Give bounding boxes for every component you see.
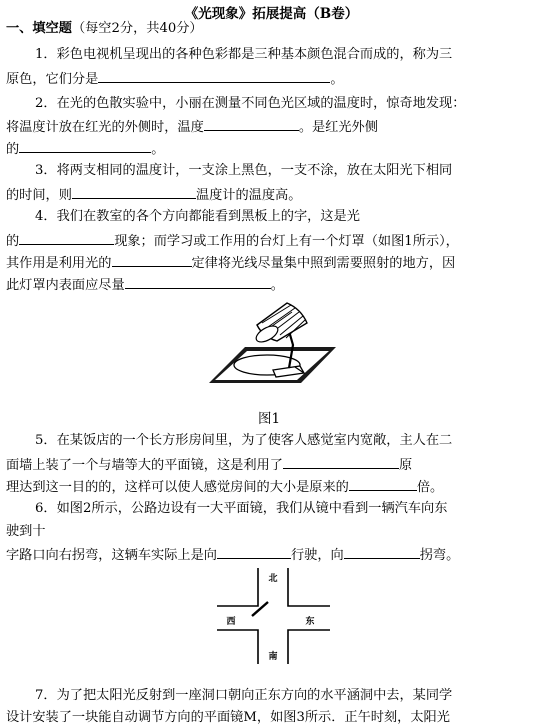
q7-line2: 设计安装了一块能自动调节方向的平面镜M，如图3所示．正午时刻，太阳光 (6, 710, 450, 725)
q4-answer-blank-2[interactable] (112, 254, 192, 267)
q2-line2-post: 。是红光外侧 (298, 120, 378, 135)
q2-line3-post: 。 (151, 142, 165, 157)
q6-line1: 6．如图2所示，公路边设有一大平面镜，我们从镜中看到一辆汽车向东 (35, 501, 448, 516)
q2-line2 (6, 118, 378, 136)
q6-line2: 驶到十 (6, 524, 46, 539)
q5-answer-blank-1[interactable] (283, 456, 399, 469)
north-label: 北 (268, 574, 278, 584)
q5-line3-pre: 理达到这一目的的，这样可以使人感觉房间的大小是原来的 (6, 480, 349, 495)
q2-line3-pre: 的 (6, 142, 20, 157)
q5-line2-post: 原 (398, 458, 413, 473)
figure-1-caption: 图1 (258, 411, 281, 427)
q4-answer-blank-1[interactable] (19, 232, 114, 245)
west-label: 西 (226, 617, 236, 627)
q4-line1: 4．我们在教室的各个方向都能看到黑板上的字，这是光 (35, 209, 360, 224)
q3-line2 (6, 186, 301, 204)
q2-line3 (6, 140, 164, 158)
q6-line3 (6, 546, 459, 564)
q3-line2-post: 温度计的温度高。 (195, 188, 302, 203)
q4-line2 (6, 232, 459, 250)
q5-line1: 5．在某饭店的一个长方形房间里，为了使客人感觉室内宽敞，主人在二 (35, 433, 453, 448)
section-title: 一、填空题 (6, 21, 72, 36)
q4-line2-post: 现象；而学习或工作用的台灯上有一个灯罩（如图1所示）， (114, 234, 459, 249)
q4-answer-blank-3[interactable] (125, 276, 271, 289)
q3-answer-blank[interactable] (72, 186, 196, 199)
q7-line1: 7．为了把太阳光反射到一座洞口朝向正东方向的水平涵洞中去，某同学 (35, 688, 453, 703)
q4-line4-pre: 此灯罩内表面应尽量 (6, 278, 125, 293)
q1-line2 (6, 70, 344, 88)
q6-line3-post: 拐弯。 (419, 548, 460, 563)
q2-answer-blank-1[interactable] (204, 118, 299, 131)
q1-line1: 1．彩色电视机呈现出的各种色彩都是三种基本颜色混合而成的，称为三 (35, 47, 453, 62)
section-heading (6, 21, 203, 37)
page-title: 《光现象》拓展提高（B卷） (184, 6, 359, 22)
q2-line1: 2．在光的色散实验中，小丽在测量不同色光区域的温度时，惊奇地发现： (35, 96, 466, 111)
east-label: 东 (305, 617, 315, 627)
mirror-icon (252, 602, 268, 616)
q1-line2-pre: 原色，它们分是 (6, 72, 99, 87)
q2-answer-blank-2[interactable] (19, 140, 151, 153)
q3-line2-pre: 的时间，则 (6, 188, 72, 203)
q2-line2-pre: 将温度计放在红光的外侧时，温度 (6, 120, 204, 135)
q1-answer-blank[interactable] (98, 70, 330, 83)
figure-1-desk-lamp (205, 293, 340, 391)
q5-line3 (6, 478, 443, 496)
q5-line2 (6, 456, 412, 474)
q1-line2-post: 。 (330, 72, 344, 87)
q4-line2-pre: 的 (6, 234, 20, 249)
q4-line3 (6, 254, 455, 272)
q6-line3-mid: 行驶，向 (291, 548, 344, 563)
q6-answer-blank-2[interactable] (344, 546, 420, 559)
section-note: （每空2分，共40分） (71, 21, 203, 36)
q4-line4-post: 。 (270, 278, 284, 293)
q4-line3-pre: 其作用是利用光的 (6, 256, 112, 271)
q4-line3-post: 定律将光线尽量集中照到需要照射的地方，因 (191, 256, 456, 271)
south-label: 南 (268, 652, 278, 662)
q5-line2-pre: 面墙上装了一个与墙等大的平面镜，这是利用了 (6, 458, 283, 473)
figure-2-crossroads (212, 568, 334, 666)
q4-line4 (6, 276, 284, 294)
q5-answer-blank-2[interactable] (349, 478, 417, 491)
q6-line3-pre: 字路口向右拐弯，这辆车实际上是向 (6, 548, 217, 563)
q6-answer-blank-1[interactable] (217, 546, 291, 559)
q5-line3-post: 倍。 (416, 480, 444, 495)
q3-line1: 3．将两支相同的温度计，一支涂上黑色，一支不涂，放在太阳光下相同 (35, 163, 453, 178)
